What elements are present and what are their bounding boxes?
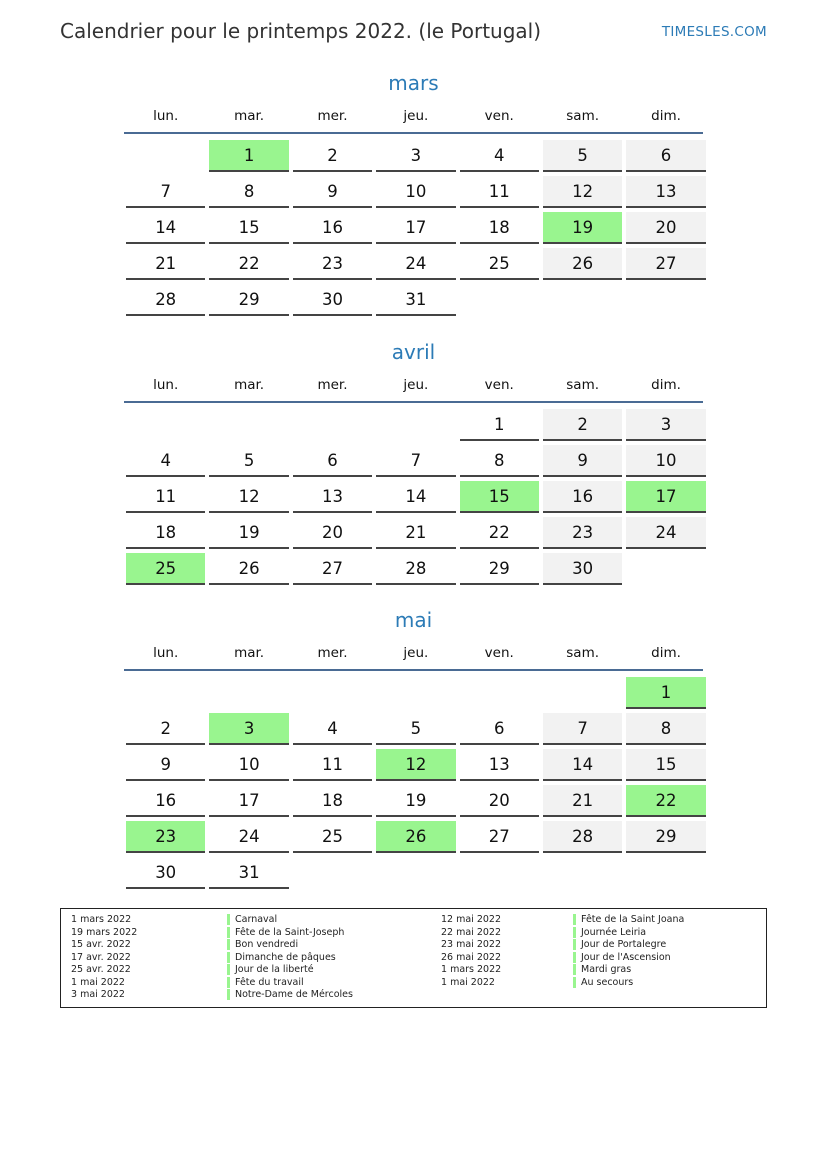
day-cell: 21 [126,248,205,280]
legend-date: 17 avr. 2022 [71,951,131,963]
day-grid [124,677,703,893]
empty-cell [543,857,622,889]
day-cell: 23 [543,517,622,549]
header-divider [124,401,703,403]
brand-link[interactable]: TIMESLES.COM [661,24,767,40]
weekday-header [124,373,703,397]
day-cell: 20 [293,517,372,549]
day-cell: 6 [460,713,539,745]
weekday-label: ven. [484,108,514,124]
weekday-label: lun. [153,377,179,393]
weekday-label: mer. [317,108,348,124]
day-cell: 18 [293,785,372,817]
day-cell: 16 [543,481,622,513]
weekday-label: mar. [234,377,265,393]
day-cell: 22 [209,248,288,280]
weekday-label: ven. [484,645,514,661]
legend-date: 19 mars 2022 [71,926,138,938]
day-cell: 3 [376,140,455,172]
day-cell: 1 [460,409,539,441]
week-row [124,248,703,284]
empty-cell [460,284,539,316]
weekday-label: ven. [484,377,514,393]
week-row [124,553,703,589]
day-cell: 16 [126,785,205,817]
legend-holiday-name: Fête de la Saint-Joseph [227,927,344,938]
day-cell: 6 [293,445,372,477]
week-row [124,713,703,749]
day-cell: 7 [376,445,455,477]
day-cell: 13 [626,176,705,208]
empty-cell [460,677,539,709]
day-cell: 28 [376,553,455,585]
legend-holiday-name: Au secours [573,977,633,988]
day-cell: 24 [626,517,705,549]
week-row [124,821,703,857]
week-row [124,176,703,212]
legend-holiday-name: Carnaval [227,914,277,925]
day-cell: 16 [293,212,372,244]
month-mars [124,70,703,320]
legend-date: 1 mai 2022 [71,976,125,988]
day-cell: 8 [209,176,288,208]
day-cell: 17 [376,212,455,244]
day-cell: 9 [293,176,372,208]
weekday-label: dim. [651,377,681,393]
legend-date: 1 mars 2022 [441,964,502,975]
day-cell: 4 [293,713,372,745]
legend-date: 3 mai 2022 [71,989,125,1000]
legend-date: 23 mai 2022 [441,939,502,950]
day-cell: 15 [209,212,288,244]
day-cell: 4 [460,140,539,172]
day-cell: 2 [543,409,622,441]
day-grid [124,409,703,589]
empty-cell [376,677,455,709]
day-cell: 21 [376,517,455,549]
header-divider [124,669,703,671]
legend-left-dates [71,914,137,1002]
weekday-label: mer. [317,377,348,393]
day-cell: 31 [376,284,455,316]
weekday-label: sam. [566,377,600,393]
legend-date: 1 mars 2022 [71,914,132,925]
day-cell: 30 [293,284,372,316]
legend-holiday-name: Jour de la liberté [227,964,314,975]
day-cell: 14 [543,749,622,781]
week-row [124,677,703,713]
day-cell: 14 [376,481,455,513]
day-cell: 30 [543,553,622,585]
empty-cell [209,677,288,709]
day-cell: 25 [460,248,539,280]
week-row [124,212,703,248]
day-cell: 27 [626,248,705,280]
holiday-day-cell: 23 [126,821,205,853]
day-cell: 18 [460,212,539,244]
legend-date: 15 avr. 2022 [71,939,131,950]
legend-holiday-name: Journée Leiria [573,927,646,938]
day-cell: 10 [376,176,455,208]
legend-date: 22 mai 2022 [441,926,502,938]
day-cell: 6 [626,140,705,172]
day-cell: 9 [126,749,205,781]
holiday-day-cell: 19 [543,212,622,244]
legend-holiday-name: Dimanche de pâques [227,952,336,963]
holiday-day-cell: 15 [460,481,539,513]
day-cell: 21 [543,785,622,817]
day-cell: 28 [543,821,622,853]
holiday-day-cell: 1 [209,140,288,172]
header-divider [124,132,703,134]
week-row [124,749,703,785]
day-cell: 2 [126,713,205,745]
empty-cell [293,677,372,709]
week-row [124,481,703,517]
day-cell: 13 [460,749,539,781]
holiday-day-cell: 25 [126,553,205,585]
weekday-label: mar. [234,645,265,661]
empty-cell [126,409,205,441]
day-cell: 20 [626,212,705,244]
weekday-label: lun. [153,645,179,661]
legend-date: 12 mai 2022 [441,914,502,925]
weekday-label: lun. [153,108,179,124]
empty-cell [543,284,622,316]
day-cell: 5 [376,713,455,745]
empty-cell [543,677,622,709]
day-cell: 29 [626,821,705,853]
day-cell: 23 [293,248,372,280]
day-cell: 26 [543,248,622,280]
day-cell: 5 [543,140,622,172]
weekday-label: mar. [234,108,265,124]
week-row [124,517,703,553]
week-row [124,284,703,320]
weekday-label: sam. [566,108,600,124]
day-cell: 7 [126,176,205,208]
day-cell: 29 [209,284,288,316]
holiday-legend [60,908,767,1008]
holiday-day-cell: 17 [626,481,705,513]
week-row [124,409,703,445]
day-cell: 31 [209,857,288,889]
week-row [124,445,703,481]
legend-holiday-name: Bon vendredi [227,939,298,950]
day-cell: 11 [293,749,372,781]
empty-cell [209,409,288,441]
empty-cell [293,409,372,441]
legend-right-dates [441,914,501,989]
month-avril [124,339,703,589]
day-cell: 10 [626,445,705,477]
day-cell: 9 [543,445,622,477]
week-row [124,140,703,176]
day-cell: 28 [126,284,205,316]
legend-date: 25 avr. 2022 [71,964,131,975]
legend-holiday-name: Jour de l'Ascension [573,952,671,963]
weekday-label: dim. [651,645,681,661]
day-cell: 2 [293,140,372,172]
week-row [124,785,703,821]
empty-cell [376,857,455,889]
month-name: mai [394,608,433,632]
day-cell: 27 [293,553,372,585]
day-cell: 18 [126,517,205,549]
holiday-day-cell: 12 [376,749,455,781]
weekday-label: dim. [651,108,681,124]
legend-left-names [227,914,353,1002]
day-grid [124,140,703,320]
day-cell: 20 [460,785,539,817]
holiday-day-cell: 22 [626,785,705,817]
day-cell: 14 [126,212,205,244]
day-cell: 19 [209,517,288,549]
holiday-day-cell: 3 [209,713,288,745]
day-cell: 17 [209,785,288,817]
day-cell: 12 [543,176,622,208]
empty-cell [126,677,205,709]
weekday-label: mer. [317,645,348,661]
day-cell: 3 [626,409,705,441]
week-row [124,857,703,893]
legend-holiday-name: Jour de Portalegre [573,939,666,950]
day-cell: 22 [460,517,539,549]
legend-holiday-name: Fête du travail [227,977,304,988]
day-cell: 24 [209,821,288,853]
day-cell: 19 [376,785,455,817]
weekday-header [124,641,703,665]
legend-date: 26 mai 2022 [441,951,502,963]
empty-cell [126,140,205,172]
day-cell: 8 [460,445,539,477]
page-title: Calendrier pour le printemps 2022. (le Portugal) [60,19,542,43]
day-cell: 11 [460,176,539,208]
holiday-day-cell: 26 [376,821,455,853]
legend-date: 1 mai 2022 [441,976,495,988]
month-name: avril [391,340,436,364]
empty-cell [626,857,705,889]
weekday-header [124,104,703,128]
day-cell: 12 [209,481,288,513]
day-cell: 7 [543,713,622,745]
weekday-label: jeu. [403,377,429,393]
day-cell: 26 [209,553,288,585]
day-cell: 4 [126,445,205,477]
empty-cell [626,553,705,585]
day-cell: 10 [209,749,288,781]
day-cell: 5 [209,445,288,477]
month-name: mars [388,71,439,95]
day-cell: 15 [626,749,705,781]
weekday-label: jeu. [403,108,429,124]
day-cell: 8 [626,713,705,745]
weekday-label: jeu. [403,645,429,661]
day-cell: 30 [126,857,205,889]
legend-holiday-name: Mardi gras [573,964,631,975]
legend-right-names [573,914,684,989]
empty-cell [376,409,455,441]
empty-cell [460,857,539,889]
day-cell: 24 [376,248,455,280]
day-cell: 13 [293,481,372,513]
empty-cell [293,857,372,889]
day-cell: 25 [293,821,372,853]
holiday-day-cell: 1 [626,677,705,709]
day-cell: 27 [460,821,539,853]
day-cell: 29 [460,553,539,585]
weekday-label: sam. [566,645,600,661]
legend-holiday-name: Fête de la Saint Joana [573,914,684,925]
empty-cell [626,284,705,316]
day-cell: 11 [126,481,205,513]
month-mai [124,607,703,893]
legend-holiday-name: Notre-Dame de Mércoles [227,989,353,1000]
